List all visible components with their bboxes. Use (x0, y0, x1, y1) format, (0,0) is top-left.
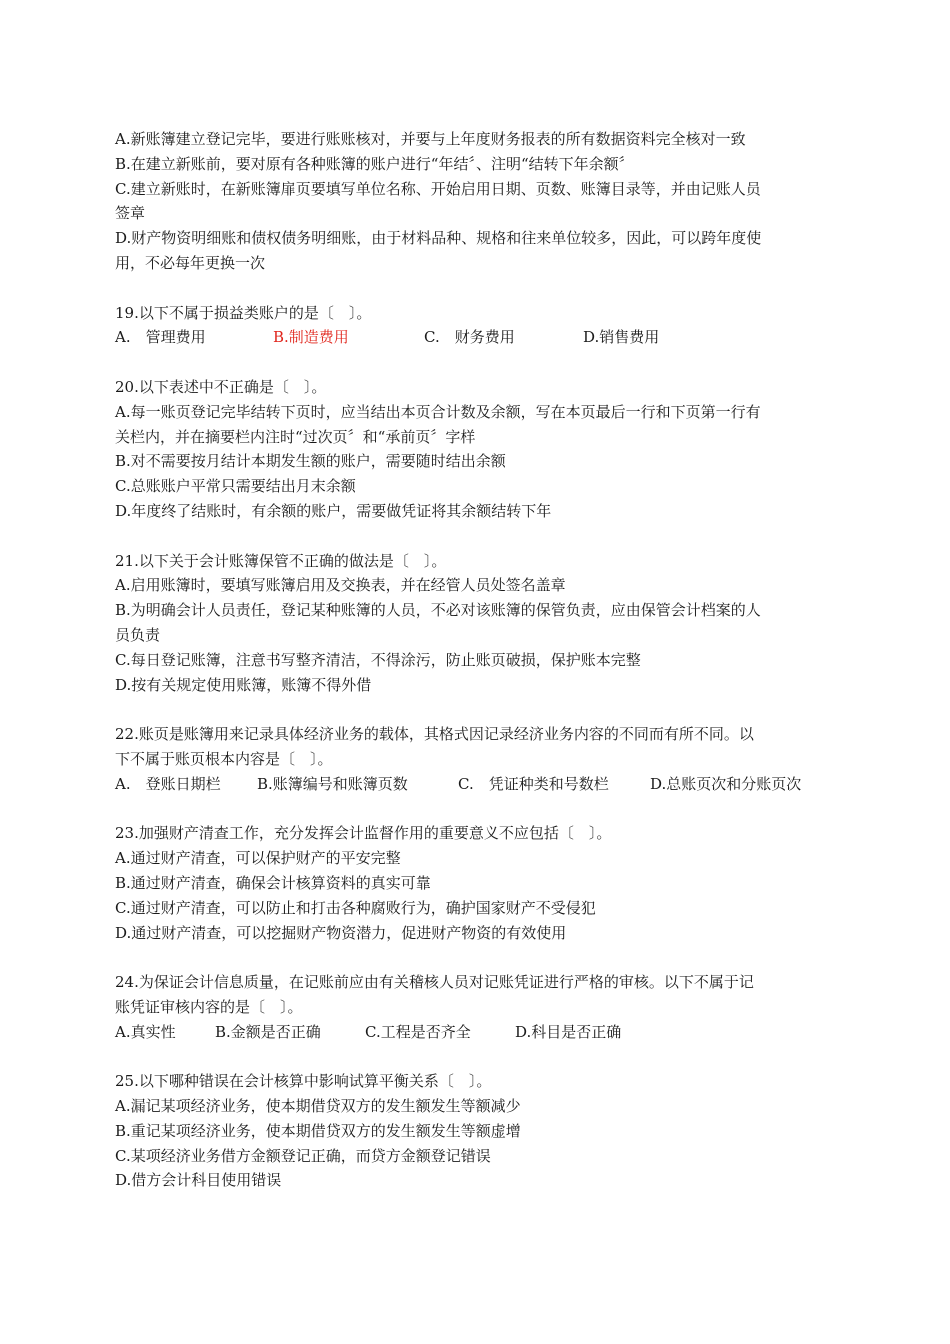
option-a: A. 管理费用 (115, 328, 206, 347)
question-21 (115, 549, 840, 698)
question-stem: 20.以下表述中不正确是〔 〕。 (115, 377, 327, 396)
question-25 (115, 1069, 840, 1193)
option-b: B.为明确会计人员责任，登记某种账簿的人员，不必对该账簿的保管负责，应由保管会计档案的人 (115, 601, 761, 620)
question-24 (115, 970, 840, 1044)
option-a: A.真实性 (115, 1022, 176, 1041)
question-18-options (115, 127, 840, 276)
option-d: D.财产物资明细账和债权债务明细账，由于材料品种、规格和往来单位较多，因此，可以跨年度使 (115, 229, 762, 248)
option-a: A.漏记某项经济业务，使本期借贷双方的发生额发生等额减少 (115, 1097, 521, 1116)
option-c: C. 财务费用 (424, 328, 515, 347)
option-b-continued: 员负责 (115, 625, 161, 644)
option-a: A.每一账页登记完毕结转下页时，应当结出本页合计数及余额，写在本页最后一行和下页第一行有 (115, 402, 761, 421)
document-page (115, 127, 840, 1193)
option-b: B.重记某项经济业务，使本期借贷双方的发生额发生等额虚增 (115, 1121, 521, 1140)
option-b: B.在建立新账前，要对原有各种账簿的账户进行“年结〞、注明“结转下年余额〞 (115, 154, 634, 173)
question-stem: 22.账页是账簿用来记录具体经济业务的载体，其格式因记录经济业务内容的不同而有所不同。以 (115, 725, 754, 744)
option-d: D.科目是否正确 (515, 1022, 622, 1041)
options-row (115, 772, 840, 797)
question-stem: 19.以下不属于损益类账户的是〔 〕。 (115, 303, 372, 322)
options-row (115, 1020, 840, 1045)
options-row (115, 325, 840, 350)
question-stem: 23.加强财产清查工作，充分发挥会计监督作用的重要意义不应包括〔 〕。 (115, 824, 612, 843)
option-c: C.工程是否齐全 (365, 1022, 471, 1041)
option-b-highlighted: B.制造费用 (273, 328, 349, 347)
option-c-continued: 签章 (115, 204, 146, 223)
option-a-continued: 关栏内，并在摘要栏内注时“过次页〞和“承前页〞字样 (115, 427, 476, 446)
option-d: D.按有关规定使用账簿，账簿不得外借 (115, 675, 372, 694)
question-stem: 21.以下关于会计账簿保管不正确的做法是〔 〕。 (115, 551, 447, 570)
option-b: B.对不需要按月结计本期发生额的账户，需要随时结出余额 (115, 452, 506, 471)
option-a: A. 登账日期栏 (115, 774, 221, 793)
option-a: A.新账簿建立登记完毕，要进行账账核对，并要与上年度财务报表的所有数据资料完全核对一致 (115, 130, 746, 148)
question-stem: 25.以下哪种错误在会计核算中影响试算平衡关系〔 〕。 (115, 1072, 492, 1091)
option-c: C.总账账户平常只需要结出月末余额 (115, 477, 356, 496)
option-a: A.启用账簿时，要填写账簿启用及交换表，并在经管人员处签名盖章 (115, 576, 566, 595)
option-d: D.通过财产清查，可以挖掘财产物资潜力，促进财产物资的有效使用 (115, 923, 567, 942)
question-stem-continued: 下不属于账页根本内容是〔 〕。 (115, 749, 333, 768)
question-stem: 24.为保证会计信息质量，在记账前应由有关稽核人员对记账凭证进行严格的审核。以下不属于记 (115, 973, 754, 992)
option-d-continued: 用，不必每年更换一次 (115, 253, 266, 272)
option-d: D.年度终了结账时，有余额的账户，需要做凭证将其余额结转下年 (115, 501, 552, 520)
option-c: C. 凭证种类和号数栏 (458, 774, 609, 793)
option-b: B.账簿编号和账簿页数 (257, 774, 408, 793)
question-stem-continued: 账凭证审核内容的是〔 〕。 (115, 997, 303, 1016)
option-a: A.通过财产清查，可以保护财产的平安完整 (115, 849, 401, 868)
question-20 (115, 375, 840, 524)
question-22 (115, 722, 840, 796)
option-d: D.借方会计科目使用错误 (115, 1171, 282, 1190)
option-c: C.某项经济业务借方金额登记正确，而贷方金额登记错误 (115, 1146, 491, 1165)
question-23 (115, 821, 840, 945)
option-c: C.通过财产清查，可以防止和打击各种腐败行为，确护国家财产不受侵犯 (115, 898, 596, 917)
option-c: C.每日登记账簿，注意书写整齐清洁，不得涂污，防止账页破损，保护账本完整 (115, 650, 641, 669)
option-b: B.金额是否正确 (215, 1022, 321, 1041)
option-c: C.建立新账时，在新账簿扉页要填写单位名称、开始启用日期、页数、账簿目录等，并由记账人员 (115, 179, 761, 198)
question-19 (115, 301, 840, 351)
option-d: D.总账页次和分账页次 (650, 774, 802, 793)
option-b: B.通过财产清查，确保会计核算资料的真实可靠 (115, 873, 431, 892)
option-d: D.销售费用 (583, 328, 660, 347)
